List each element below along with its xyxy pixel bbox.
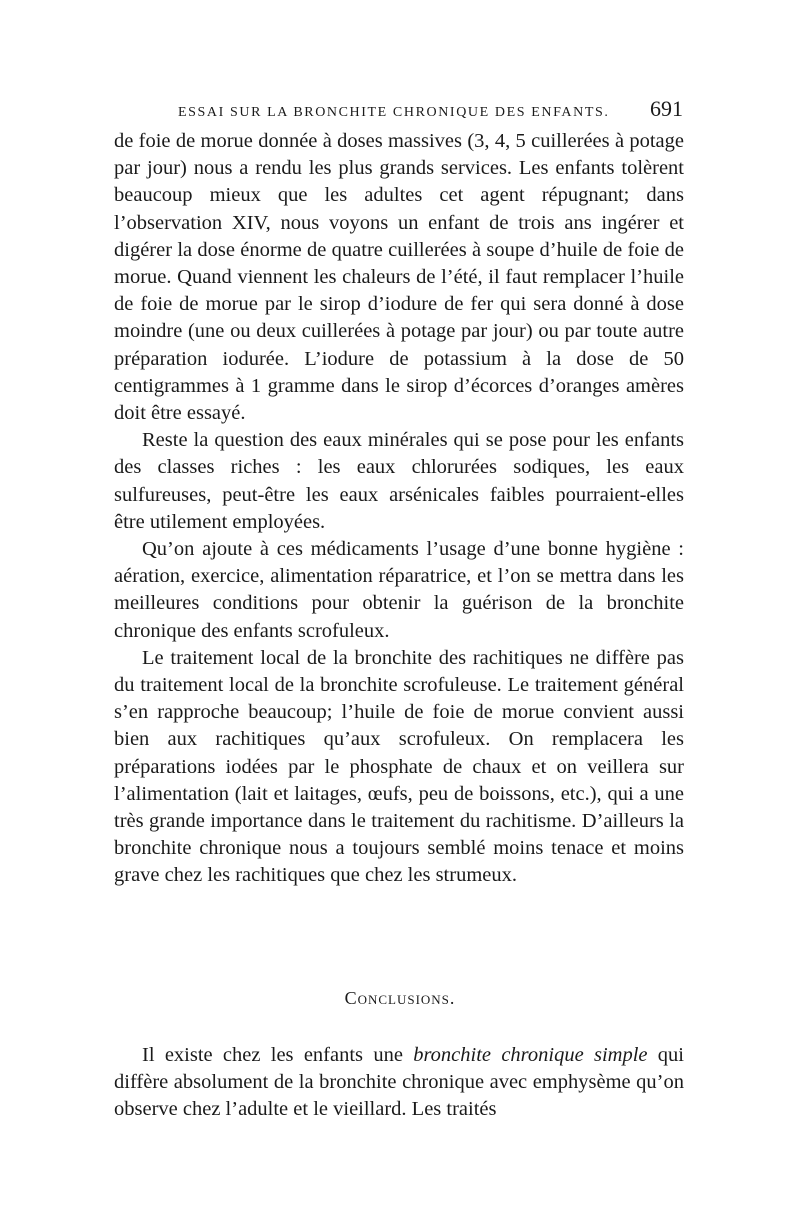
section-heading-conclusions: Conclusions.: [344, 988, 456, 1008]
paragraph-continuation: de foie de morue donnée à doses massives (3, 4, 5 cuillerées à potage par jour) nous a rendu les plus grands services. Les enfants tolèrent beaucoup mieux que les adultes cet agent répugnant; dans l’observation XIV, nous voyons un enfant de trois ans ingérer et digérer la dose énorme de quatre cuillerées à soupe d’huile de foie de morue. Quand viennent les chaleurs de l’été, il faut remplacer l’huile de foie de morue par le sirop d’iodure de fer qui sera donné à dose moindre (une ou deux cuillerées à potage par jour) ou par toute autre préparation iodurée. L’iodure de potassium à la dose de 50 centigrammes à 1 gramme dans le sirop d’écorces d’oranges amères doit être essayé.: [114, 130, 684, 425]
running-title: ESSAI SUR LA BRONCHITE CHRONIQUE DES ENFANTS.: [178, 105, 610, 120]
conclusion-rest: qui diffère absolument de la bronchite chronique avec emphysème qu’on observe chez l’adulte et le vieillard. Les traités: [114, 1044, 684, 1121]
body-text: [114, 128, 684, 890]
paragraph-mineral-waters: Reste la question des eaux minérales qui se pose pour les enfants des classes riches : les eaux chlorurées sodiques, les eaux sulfureuses, peut-être les eaux arsénicales faibles pourraient-elles être utilement employées.: [114, 429, 684, 533]
conclusion-emphasis: bronchite chronique simple: [413, 1044, 648, 1066]
page-number: 691: [650, 96, 683, 121]
running-head: [178, 96, 683, 122]
paragraph-rachitic-treatment: Le traitement local de la bronchite des rachitiques ne diffère pas du traitement local de la bronchite scrofuleuse. Le traitement général s’en rapproche beaucoup; l’huile de foie de morue convient aussi bien aux rachitiques qu’aux scrofuleux. On remplacera les préparations iodées par le phosphate de chaux et on veillera sur l’alimentation (lait et laitages, œufs, peu de boissons, etc.), qui a une très grande importance dans le traitement du rachitisme. D’ailleurs la bronchite chronique nous a toujours semblé moins tenace et moins grave chez les rachitiques que chez les strumeux.: [114, 646, 684, 887]
conclusion-text: [114, 1042, 684, 1124]
conclusion-lead: Il existe chez les enfants une: [142, 1044, 414, 1066]
conclusion-paragraph: [114, 1042, 684, 1124]
paragraph-hygiene: Qu’on ajoute à ces médicaments l’usage d’une bonne hygiène : aération, exercice, alimentation réparatrice, et l’on se mettra dans les meilleures conditions pour obtenir la guérison de la bronchite chronique des enfants scrofuleux.: [114, 538, 684, 642]
